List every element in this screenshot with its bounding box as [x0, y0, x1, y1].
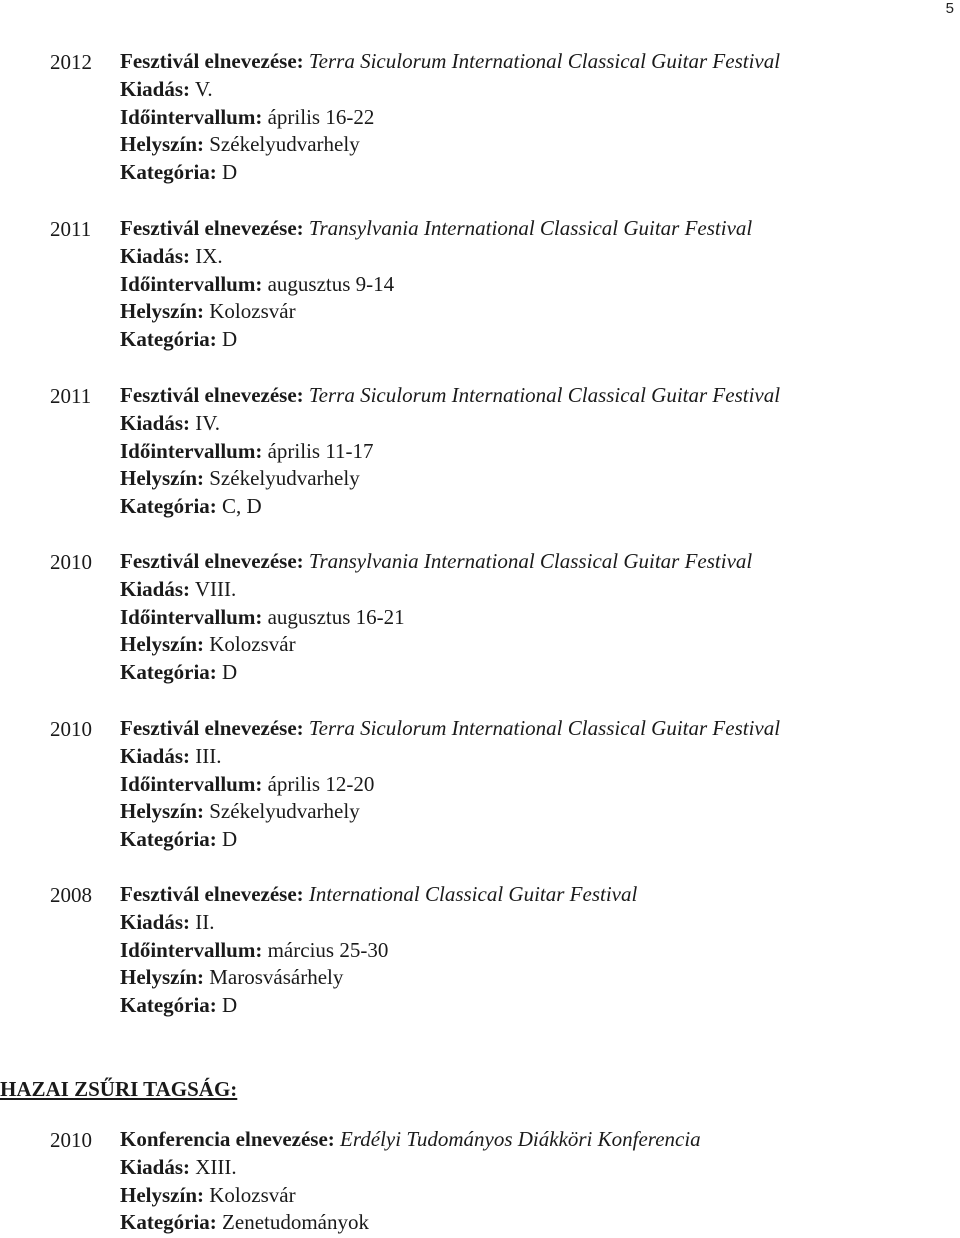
conference-name-value: Erdélyi Tudományos Diákköri Konferencia	[340, 1127, 701, 1151]
location-value: Kolozsvár	[209, 1182, 296, 1207]
location-value: Kolozsvár	[209, 632, 296, 657]
festival-name-value: Transylvania International Classical Guitar Festival	[308, 216, 753, 240]
category-value: D	[222, 160, 238, 185]
entry-fields	[120, 548, 950, 687]
interval-value: április 16-22	[267, 104, 375, 129]
location-value: Székelyudvarhely	[209, 466, 360, 491]
location-value: Kolozsvár	[209, 299, 296, 324]
category-label: Kategória:	[120, 494, 217, 519]
interval-label: Időintervallum:	[120, 771, 263, 796]
location-line	[120, 798, 950, 826]
festival-name-value: Terra Siculorum International Classical Guitar Festival	[308, 383, 781, 407]
edition-label: Kiadás:	[120, 909, 191, 934]
interval-value: augusztus 16-21	[267, 604, 405, 629]
festival-name-line	[120, 715, 950, 743]
category-label: Kategória:	[120, 660, 217, 685]
category-label: Kategória:	[120, 327, 217, 352]
festival-name-label: Fesztivál elnevezése:	[120, 216, 304, 240]
category-line	[120, 326, 950, 354]
location-line	[120, 631, 950, 659]
interval-label: Időintervallum:	[120, 104, 263, 129]
festival-name-label: Fesztivál elnevezése:	[120, 716, 304, 740]
edition-line	[120, 243, 950, 271]
edition-line	[120, 743, 950, 771]
interval-label: Időintervallum:	[120, 438, 263, 463]
festival-name-line	[120, 215, 950, 243]
festival-name-line	[120, 548, 950, 576]
edition-label: Kiadás:	[120, 76, 191, 101]
festival-name-line	[120, 881, 950, 909]
festival-name-line	[120, 48, 950, 76]
page-number: 5	[945, 0, 954, 17]
festival-name-label: Fesztivál elnevezése:	[120, 549, 304, 573]
interval-value: augusztus 9-14	[267, 271, 395, 296]
festival-name-value: Transylvania International Classical Guitar Festival	[308, 549, 753, 573]
category-line	[120, 992, 950, 1020]
location-line	[120, 964, 950, 992]
location-label: Helyszín:	[120, 466, 204, 491]
location-label: Helyszín:	[120, 132, 204, 157]
category-line	[120, 493, 950, 521]
category-label: Kategória:	[120, 1210, 217, 1235]
edition-label: Kiadás:	[120, 243, 191, 268]
interval-line	[120, 604, 950, 632]
location-value: Marosvásárhely	[209, 965, 344, 990]
edition-label: Kiadás:	[120, 410, 191, 435]
festival-name-label: Fesztivál elnevezése:	[120, 882, 304, 906]
category-label: Kategória:	[120, 827, 217, 852]
entry-year: 2012	[50, 50, 92, 74]
entry-fields	[120, 715, 950, 854]
location-line	[120, 298, 950, 326]
location-label: Helyszín:	[120, 632, 204, 657]
edition-label: Kiadás:	[120, 1154, 191, 1179]
festival-name-value: Terra Siculorum International Classical Guitar Festival	[308, 49, 781, 73]
interval-line	[120, 271, 950, 299]
festival-name-value: Terra Siculorum International Classical Guitar Festival	[308, 716, 781, 740]
interval-line	[120, 937, 950, 965]
location-label: Helyszín:	[120, 965, 204, 990]
festival-name-label: Fesztivál elnevezése:	[120, 383, 304, 407]
category-label: Kategória:	[120, 993, 217, 1018]
interval-label: Időintervallum:	[120, 937, 263, 962]
edition-value: IX.	[195, 243, 223, 268]
category-line	[120, 1209, 950, 1237]
category-line	[120, 159, 950, 187]
location-value: Székelyudvarhely	[209, 132, 360, 157]
edition-value: VIII.	[194, 576, 237, 601]
category-value: D	[222, 327, 238, 352]
category-value: D	[222, 827, 238, 852]
location-label: Helyszín:	[120, 1182, 204, 1207]
edition-value: IV.	[195, 410, 220, 435]
entry-year: 2011	[50, 217, 92, 241]
entry-year: 2011	[50, 384, 92, 408]
festival-name-label: Fesztivál elnevezése:	[120, 49, 304, 73]
category-line	[120, 659, 950, 687]
entry-fields	[120, 881, 950, 1020]
edition-line	[120, 410, 950, 438]
location-value: Székelyudvarhely	[209, 799, 360, 824]
interval-value: április 12-20	[267, 771, 375, 796]
location-line	[120, 131, 950, 159]
category-line	[120, 826, 950, 854]
conference-name-label: Konferencia elnevezése:	[120, 1127, 335, 1151]
category-value: Zenetudományok	[222, 1210, 370, 1235]
edition-line	[120, 76, 950, 104]
interval-label: Időintervallum:	[120, 271, 263, 296]
entry-year: 2010	[50, 1128, 92, 1152]
interval-line	[120, 438, 950, 466]
jury-heading: HAZAI ZSŰRI TAGSÁG:	[0, 1077, 238, 1101]
interval-line	[120, 104, 950, 132]
category-value: C, D	[222, 494, 262, 519]
category-value: D	[222, 993, 238, 1018]
edition-value: XIII.	[195, 1154, 237, 1179]
entry-year: 2008	[50, 883, 92, 907]
edition-line	[120, 909, 950, 937]
category-label: Kategória:	[120, 160, 217, 185]
entry-year: 2010	[50, 717, 92, 741]
category-value: D	[222, 660, 238, 685]
entry-fields	[120, 382, 950, 521]
edition-line	[120, 576, 950, 604]
interval-line	[120, 771, 950, 799]
interval-value: április 11-17	[267, 438, 374, 463]
edition-label: Kiadás:	[120, 576, 191, 601]
edition-value: III.	[195, 743, 222, 768]
location-label: Helyszín:	[120, 799, 204, 824]
festival-name-value: International Classical Guitar Festival	[308, 882, 638, 906]
entry-year: 2010	[50, 550, 92, 574]
location-line	[120, 465, 950, 493]
location-label: Helyszín:	[120, 299, 204, 324]
interval-value: március 25-30	[267, 937, 389, 962]
edition-label: Kiadás:	[120, 743, 191, 768]
entry-fields	[120, 48, 950, 187]
interval-label: Időintervallum:	[120, 604, 263, 629]
edition-value: II.	[195, 909, 215, 934]
entry-fields	[120, 215, 950, 354]
festival-name-line	[120, 382, 950, 410]
edition-value: V.	[194, 76, 213, 101]
entry-fields	[120, 1126, 950, 1237]
location-line	[120, 1182, 950, 1210]
conference-name-line	[120, 1126, 950, 1154]
edition-line	[120, 1154, 950, 1182]
